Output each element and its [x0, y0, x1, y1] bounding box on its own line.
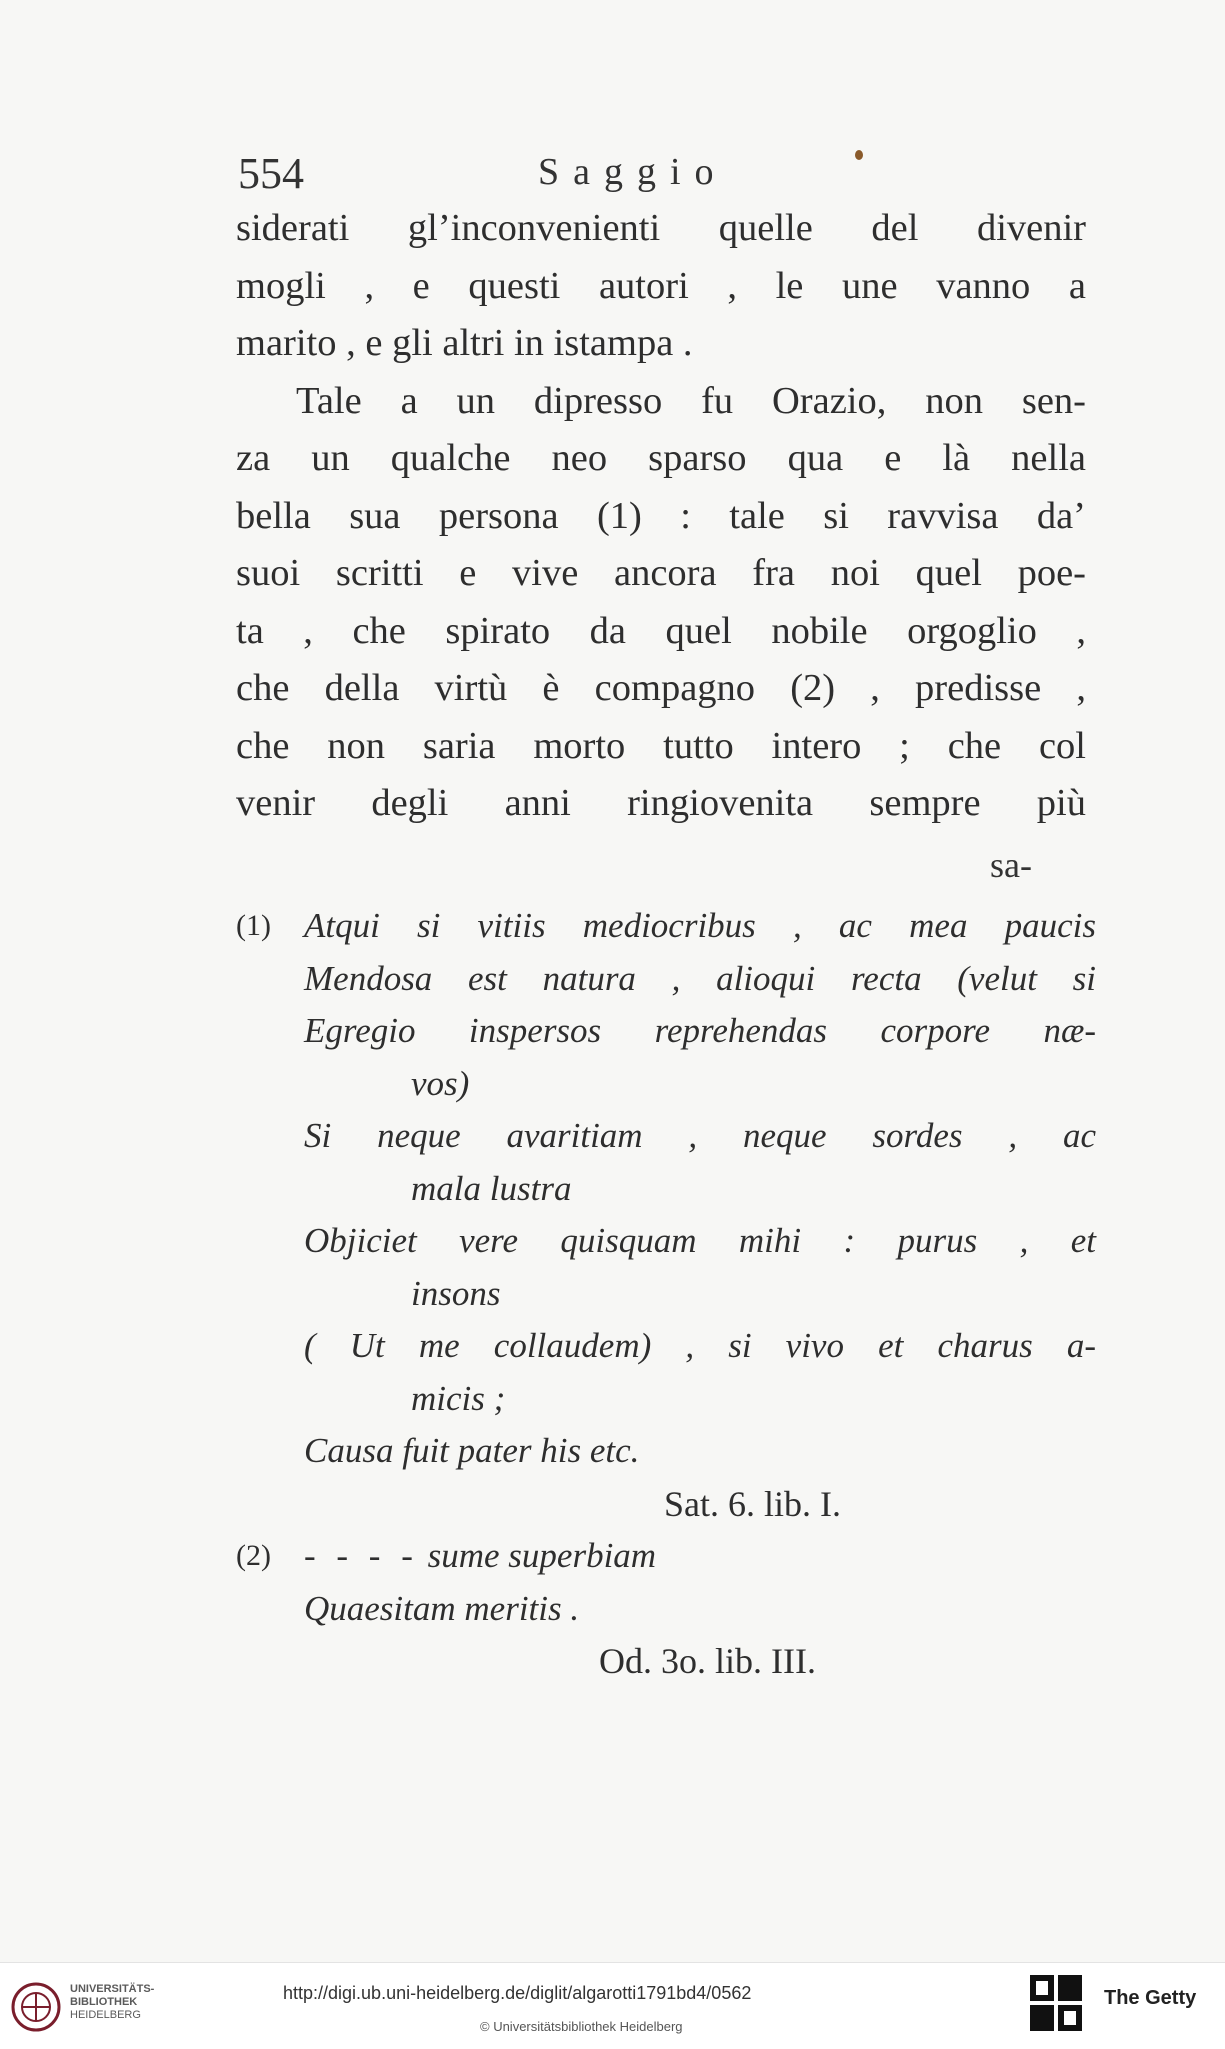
text-line: venir degli anni ringiovenita sempre più [236, 782, 1086, 824]
footnote-line [236, 1058, 1096, 1111]
main-text [236, 200, 1086, 833]
text-line: che della virtù è compagno (2) , predisse , [236, 667, 1086, 709]
footnote-text: mala lustra [411, 1168, 572, 1208]
footnote-line [236, 1005, 1096, 1058]
ellipsis-dashes: - - - - [304, 1536, 419, 1575]
catchword: sa- [990, 845, 1032, 885]
footnote-text: Quaesitam meritis . [304, 1588, 580, 1628]
institution-line: UNIVERSITÄTS- [70, 1983, 155, 1995]
text-line: ta , che spirato da quel nobile orgoglio , [236, 609, 1086, 652]
text-line: suoi scritti e vive ancora fra noi quel poe- [236, 552, 1086, 594]
getty-logo-icon [1028, 1973, 1084, 2035]
footnote-line [236, 1163, 1096, 1216]
footnote-text: Objiciet vere quisquam mihi : purus , et [304, 1221, 1096, 1260]
running-head [238, 148, 858, 198]
footnotes [236, 900, 1096, 1688]
footnote-text: Egregio inspersos reprehendas corpore næ- [304, 1011, 1096, 1050]
footnote-text [304, 1530, 1096, 1583]
footnote-line [236, 1373, 1096, 1426]
permalink-url[interactable]: http://digi.ub.uni-heidelberg.de/diglit/algarotti1791bd4/0562 [283, 1983, 752, 2003]
footnote-citation: Sat. 6. lib. I. [664, 1483, 841, 1524]
footnote-line [236, 1110, 1096, 1163]
footnote-marker: (2) [236, 1539, 271, 1572]
footnote-text: insons [411, 1273, 501, 1313]
footnote-text: Si neque avaritiam , neque sordes , ac [304, 1116, 1096, 1155]
partner-name: The Getty [1104, 1987, 1197, 2009]
text-line: marito , e gli altri in istampa . [236, 322, 693, 364]
university-seal-icon [10, 1981, 64, 2033]
footnote-line [236, 1530, 1096, 1583]
footnote-text: Atqui si vitiis mediocribus , ac mea paucis [304, 906, 1096, 945]
footnote-line [236, 953, 1096, 1006]
footnote-citation: Od. 3o. lib. III. [599, 1641, 816, 1681]
text-line: za un qualche neo sparso qua e là nella [236, 437, 1086, 479]
footnote-text: vos) [411, 1063, 470, 1103]
page-number: 554 [238, 149, 304, 198]
text-line: mogli , e questi autori , le une vanno a [236, 264, 1086, 307]
footnote-text: Mendosa est natura , alioqui recta (velut si [304, 958, 1096, 998]
footnote-text: ( Ut me collaudem) , si vivo et charus a- [304, 1326, 1096, 1365]
footnote-line [236, 1425, 1096, 1478]
footnote-text-part: sume superbiam [427, 1536, 657, 1575]
footnote-line [236, 1215, 1096, 1268]
copyright-notice: © Universitätsbibliothek Heidelberg [480, 2019, 683, 2034]
footnote-text: Causa fuit pater his etc. [304, 1431, 640, 1470]
ink-spot [855, 150, 863, 160]
text-line: che non saria morto tutto intero ; che col [236, 724, 1086, 767]
viewer-footer [0, 1962, 1225, 2049]
footnote-line [236, 900, 1096, 953]
footnote-line [236, 1583, 1096, 1636]
running-head-title: Saggio [538, 151, 728, 193]
institution-line: BIBLIOTHEK [70, 1996, 138, 2008]
text-line: bella sua persona (1) : tale si ravvisa da’ [236, 494, 1086, 537]
footnote-text: micis ; [411, 1378, 506, 1418]
text-line: siderati gl’inconvenienti quelle del divenir [236, 207, 1086, 249]
institution-name [70, 1983, 154, 2022]
text-line: Tale a un dipresso fu Orazio, non sen- [296, 379, 1086, 422]
footnote-marker: (1) [236, 909, 271, 942]
institution-line: HEIDELBERG [70, 2009, 141, 2021]
footnote-line [236, 1320, 1096, 1373]
footnote-line [236, 1268, 1096, 1321]
